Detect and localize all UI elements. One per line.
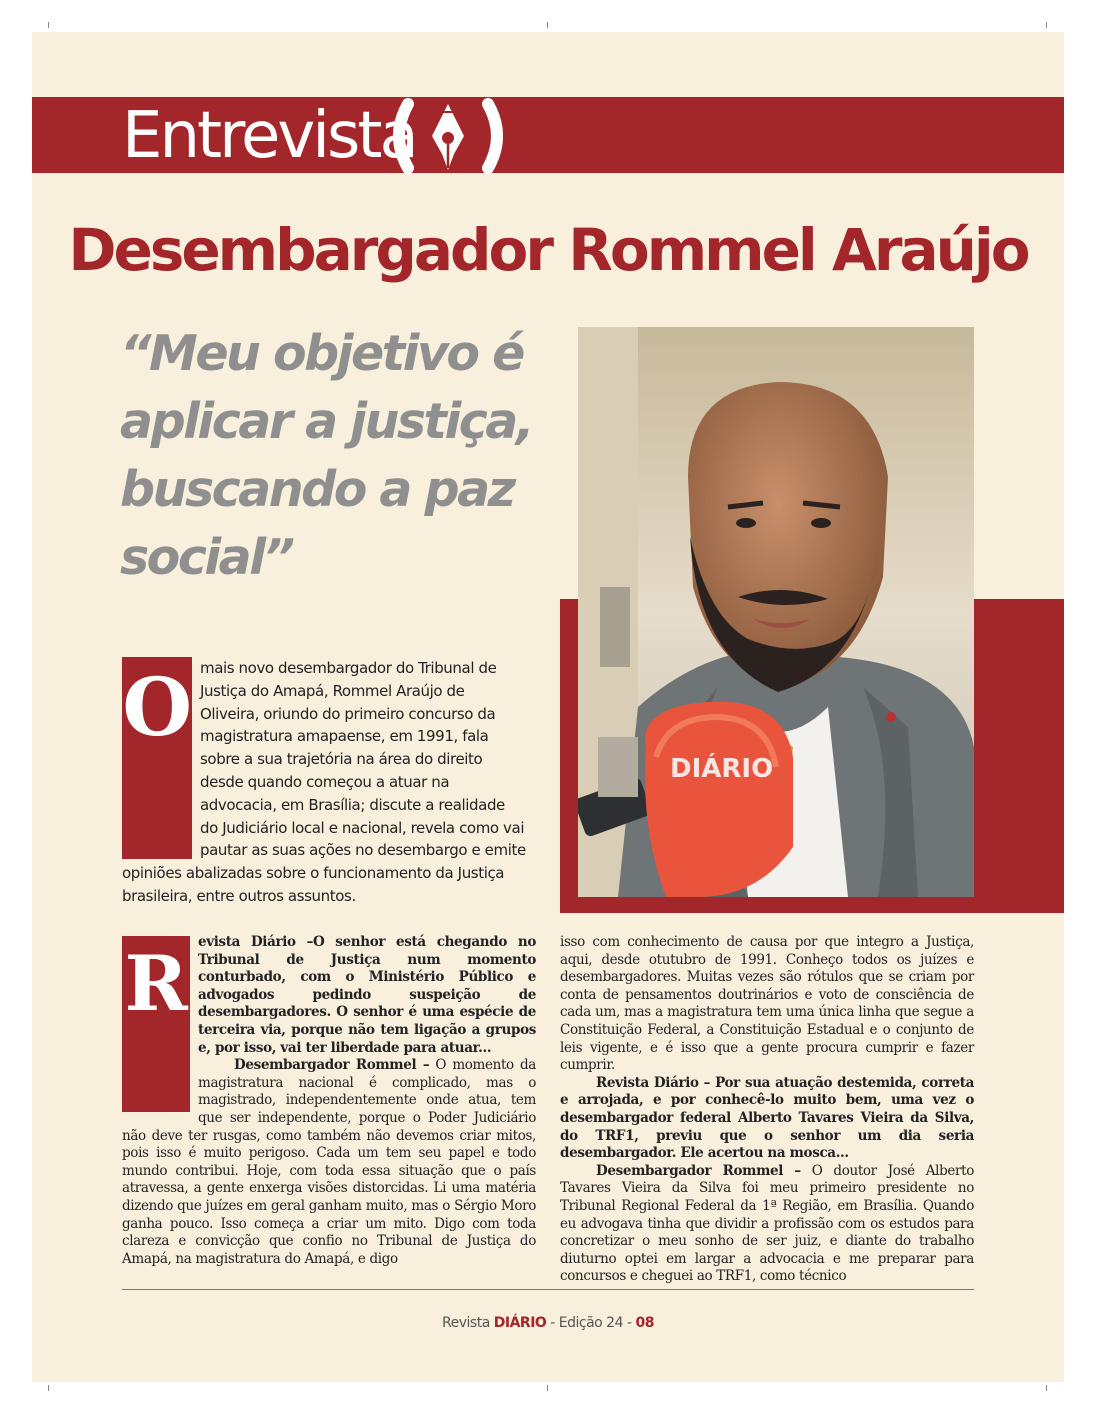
crop-mark	[547, 1385, 548, 1391]
body-dropcap: R	[122, 936, 190, 1112]
intro-paragraph	[122, 657, 527, 908]
footer-edition: - Edição 24 -	[550, 1315, 632, 1331]
answer-2: Desembargador Rommel – O doutor José Alberto Tavares Vieira da Silva foi meu primeiro presidente no Tribunal Regional Federal da 1ª Região, em Brasília. Quando eu advogava tinha que dividir a profissão com os estudos para concretizar o meu sonho de ser juiz, e diante do trabalho diuturno optei em largar a advocacia e me preparar para concursos e cheguei ao TRF1, como técnico	[560, 1162, 974, 1285]
intro-text: mais novo desembargador do Tribunal de Justiça do Amapá, Rommel Araújo de Oliveira, oriundo do primeiro concurso da magistratura amapaense, em 1991, fala sobre a sua trajetória na área do direito desde quando começou a atuar na advocacia, em Brasília; discute a realidade do Judiciário local e nacional, revela como vai pautar as suas ações no desembargo e emite opiniões abalizadas sobre o funcionamento da Justiça brasileira, entre outros assuntos.	[122, 659, 526, 905]
question-1: evista Diário –O senhor está chegando no Tribunal de Justiça num momento conturbado, com o Ministério Público e advogados pedindo suspeição de desembargadores. O senhor é uma espécie de terceira via, porque não tem ligação a grupos e, por isso, vai ter liberdade para atuar...	[198, 934, 536, 1056]
portrait-photo	[578, 327, 974, 897]
crop-mark	[48, 1385, 49, 1391]
crop-mark	[547, 22, 548, 28]
crop-mark	[48, 22, 49, 28]
question-2: Revista Diário – Por sua atuação destemida, correta e arrojada, e por conhecê-lo muito bem, uma vez o desembargador federal Alberto Tavares Vieira da Silva, do TRF1, previu que o senhor um dia seria desembargador. Ele acertou na mosca...	[560, 1074, 974, 1162]
page-footer	[32, 1315, 1064, 1331]
answer-1-continued: isso com conhecimento de causa por que integro a Justiça, aqui, desde otutubro de 1991. Conheço todos os juízes e desembargadores. Muitas vezes são rótulos que se criam por conta de pensamentos doutrinários e voto de consciência de cada um, mas a magistratura tem uma única linha que segue a Constituição Federal, a Constituição Estadual e o conjunto de leis vigente, e é isso que a gente procura cumprir e fazer cumprir.	[560, 934, 974, 1074]
crop-mark	[1046, 22, 1047, 28]
article-column-left	[122, 934, 536, 1268]
speaker-label: Desembargador Rommel –	[596, 1162, 801, 1179]
microphone-label: DIÁRIO	[670, 754, 774, 784]
headline: Desembargador Rommel Araújo	[68, 216, 1028, 284]
pull-quote: “Meu objetivo é aplicar a justiça, buscando a paz social”	[120, 325, 532, 586]
footer-rule	[122, 1289, 974, 1290]
page-number: 08	[635, 1315, 654, 1331]
intro-dropcap: O	[122, 657, 192, 859]
fountain-pen-icon	[386, 98, 510, 174]
crop-mark	[1046, 1385, 1047, 1391]
speaker-label: Desembargador Rommel –	[234, 1057, 430, 1074]
footer-prefix: Revista	[442, 1315, 490, 1331]
magazine-page	[32, 32, 1064, 1382]
answer-1: Desembargador Rommel – O momento da magistratura nacional é complicado, mas o magistrado, independentemente onde atua, tem que ser independente, porque o Poder Judiciário não deve ter rusgas, como também não devemos criar mitos, pois isso é muito perigoso. Cada um tem seu papel e todo mundo contribui. Hoje, com toda essa situação que o país atravessa, a gente enxerga visões distorcidas. Li uma matéria dizendo que juízes em geral ganham muito, mas o Sérgio Moro ganha pouco. Isso começa a criar um mito. Digo com toda clareza e convicção que confio no Tribunal de Justiça do Amapá, na magistratura do Amapá, e digo	[122, 1057, 536, 1267]
article-column-right	[560, 934, 974, 1286]
footer-brand: DIÁRIO	[493, 1315, 547, 1331]
section-title: Entrevista	[122, 99, 416, 173]
